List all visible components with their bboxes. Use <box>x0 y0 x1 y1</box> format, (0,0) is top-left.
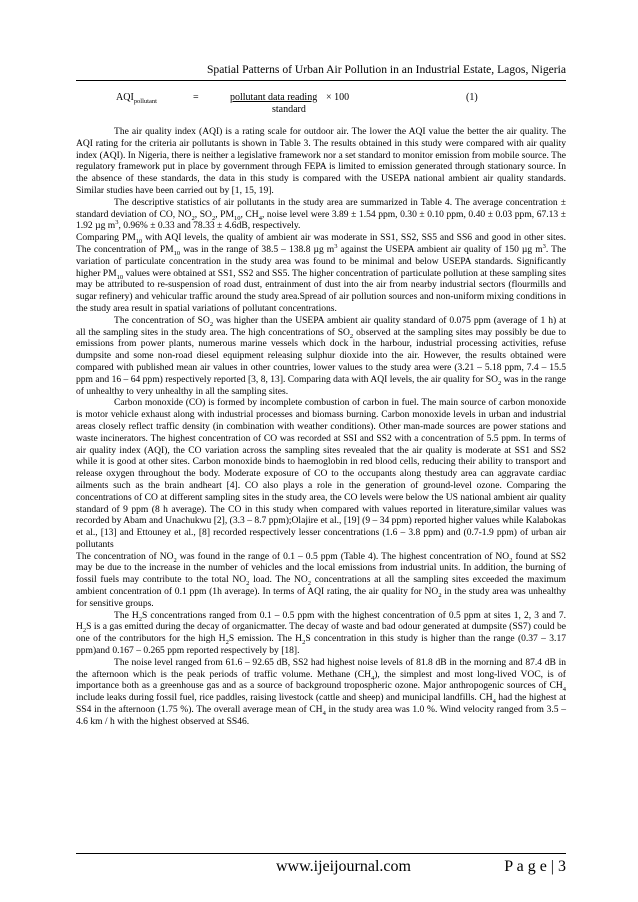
footer-rule <box>76 853 566 854</box>
equation-number: (1) <box>466 92 478 103</box>
paragraph-co: Carbon monoxide (CO) is formed by incomplete combustion of carbon in fuel. The main source of carbon monoxide is motor vehicle exhaust along with industrial processes and biomass burning. Carbon monoxide levels in urban and industrial areas closely reflect traffic density (in combination with weather conditions). Other man-made sources are power stations and waste incinerators. The highest concentration of CO was recorded at SSI and SS2 with a concentration of 5.5 ppm. In terms of air quality index (AQI), the CO variation across the sampling sites revealed that the air quality is moderate at SS1 and SS2 while it is good at other sites. Carbon monoxide binds to haemoglobin in red blood cells, reducing their ability to transport and release oxygen throughout the body. Moderate exposure of CO to the occupants along thestudy area can aggravate cardiac ailments such as the brain andheart [4]. CO also plays a role in the generation of ground-level ozone. Comparing the concentrations of CO at different sampling sites in the study area, the CO levels were below the US national ambient air quality standard of 9 ppm (8 h average). The CO in this study when compared with values reported in literature,similar values was recorded by Abam and Unachukwu [2], (3.3 – 8.7 ppm);Olajire et al., [19] (9 – 34 ppm) reported higher values while Kalabokas et al., [13] and Ettouney et al., [8] recorded respectively lesser concentrations (1.6 – 3.8 ppm) and (0.7-1.9 ppm) of urban air pollutants <box>76 397 566 550</box>
header-rule <box>76 80 566 81</box>
paragraph-noise-methane: The noise level ranged from 61.6 – 92.65 dB, SS2 had highest noise levels of 81.8 dB in the morning and 87.4 dB in the afternoon which is the peak periods of traffic volume. Methane $(CH_4)$, the simplest and most long-lived VOC, is of importance both as a greenhouse gas and as a source of background tropospheric ozone. Major anthropogenic sources of $CH_4$ include leaks during fossil fuel, rice paddles, raising livestock (cattle and sheep) and municipal landfills. $CH_4$ had the highest at SS4 in the afternoon (1.75 %). The overall average mean of $CH_4$ in the study area was 1.0 %. Wind velocity ranged from 3.5 – 4.6 km / h with the highest observed at SS46. <box>76 656 566 727</box>
paragraph-aqi: The air quality index (AQI) is a rating scale for outdoor air. The lower the AQI value the better the air quality. The AQI rating for the criteria air pollutants is shown in Table 3. The results obtained in this study were compared with air quality index (AQI). In Nigeria, there is neither a legislative framework nor a set standard to monitor emission from mobile source. The regulatory framework put in place by government through FEPA is limited to emission generated through stationary source. In the absence of these standards, the data in this study is compared with the USEPA national ambient air quality standards. Similar studies have been carried out by [1, 15, 19]. <box>76 126 566 196</box>
equation-numerator: pollutant data reading <box>230 92 318 103</box>
paragraph-descriptive-statistics: The descriptive statistics of air pollutants in the study area are summarized in Table 4. The average concentration ± standard deviation of CO, $NO_2$, $SO_2$, $PM_{10}$, $CH_4$, noise level were 3.89 ± 1.54 ppm, 0.30 ± 0.10 ppm, 0.40 ± 0.03 ppm, 67.13 ± 1.92 µg $m^3$, 0.96% ± 0.33 and 78.33 ± 4.6dB, respectively. <box>76 196 566 232</box>
paragraph-no2: The concentration of $NO_2$ was found in the range of 0.1 – 0.5 ppm (Table 4). The highest concentration of $NO_2$ found at SS2 may be due to the increase in the number of vehicles and the local emissions from industrial units. In addition, the burning of fossil fuels may contribute to the total $NO_2$ load. The $NO_2$ concentrations at all the sampling sites exceeded the maximum ambient concentration of 0.1 ppm (1h average). In terms of AQI rating, the air quality for $NO_2$ in the study area was unhealthy for sensitive groups. <box>76 550 567 609</box>
equation-multiplier: × 100 <box>326 92 350 103</box>
paragraph-pm10: Comparing $PM_{10}$ with AQI levels, the quality of ambient air was moderate in SS1, SS2, SS5 and SS6 and good in other sites. The concentration of $PM_{10}$ was in the range of 38.5 – 138.8 µg $m^3$ against the USEPA ambient air quality of 150 µg $m^3$. The variation of particulate concentration in the study area was found to be minimal and below USEPA standards. Significantly higher $PM_{10}$ values were obtained at SS1, SS2 and SS5. The higher concentration of particulate pollution at these sampling sites may be attributed to re-suspension of road dust, entrainment of dust into the air from nearby industrial sectors (flourmills and sugar refinery) and vehicular traffic around the study area.Spread of air pollution sources and non-uniform mixing conditions in the study area result in spatial variations of pollutant concentrations. <box>76 232 566 314</box>
equation-1 <box>0 92 638 122</box>
paragraph-so2: The concentration of $SO_2$ was higher than the USEPA ambient air quality standard of 0.075 ppm (average of 1 h) at all the sampling sites in the study area. The high concentrations of $SO_2$ observed at the sampling sites may possibly be due to emissions from power plants, numerous marine vessels which dock in the harbour, industrial processing activities, refuse dumpsite and some non-road diesel equipment releasing sulphur dioxide into the air. However, the results obtained were compared with published mean air values in other countries, lower values to the study area were (3.21 – 5.18 ppm, 7.4 – 15.5 ppm and 16 – 64 ppm) respectively reported [3, 8, 13]. Comparing data with AQI levels, the air quality for $SO_2$ was in the range of unhealthy to very unhealthy in all the sampling sites. <box>76 314 567 397</box>
paragraph-h2s: The $H_2S$ concentrations ranged from 0.1 – 0.5 ppm with the highest concentration of 0.5 ppm at sites 1, 2, 3 and 7. $H_2S$ is a gas emitted during the decay of organicmatter. The decay of waste and bad odour generated at dumpsite (SS7) could be one of the contributors for the high $H_2S$ emission. The $H_2S$ concentration in this study is higher than the range (0.37 – 3.17 ppm)and 0.167 – 0.265 ppm reported respectively by [18]. <box>76 609 566 657</box>
equation-lhs: $AQI_{pollutant}$ <box>116 92 157 105</box>
body-text <box>76 126 566 728</box>
page-number: P a g e | 3 <box>504 858 566 875</box>
equation-denominator: standard <box>272 104 306 115</box>
running-title: Spatial Patterns of Urban Air Pollution in an Industrial Estate, Lagos, Nigeria <box>206 63 566 76</box>
journal-url-link[interactable]: www.ijeijournal.com <box>276 858 411 875</box>
equation-equals: = <box>193 92 199 103</box>
